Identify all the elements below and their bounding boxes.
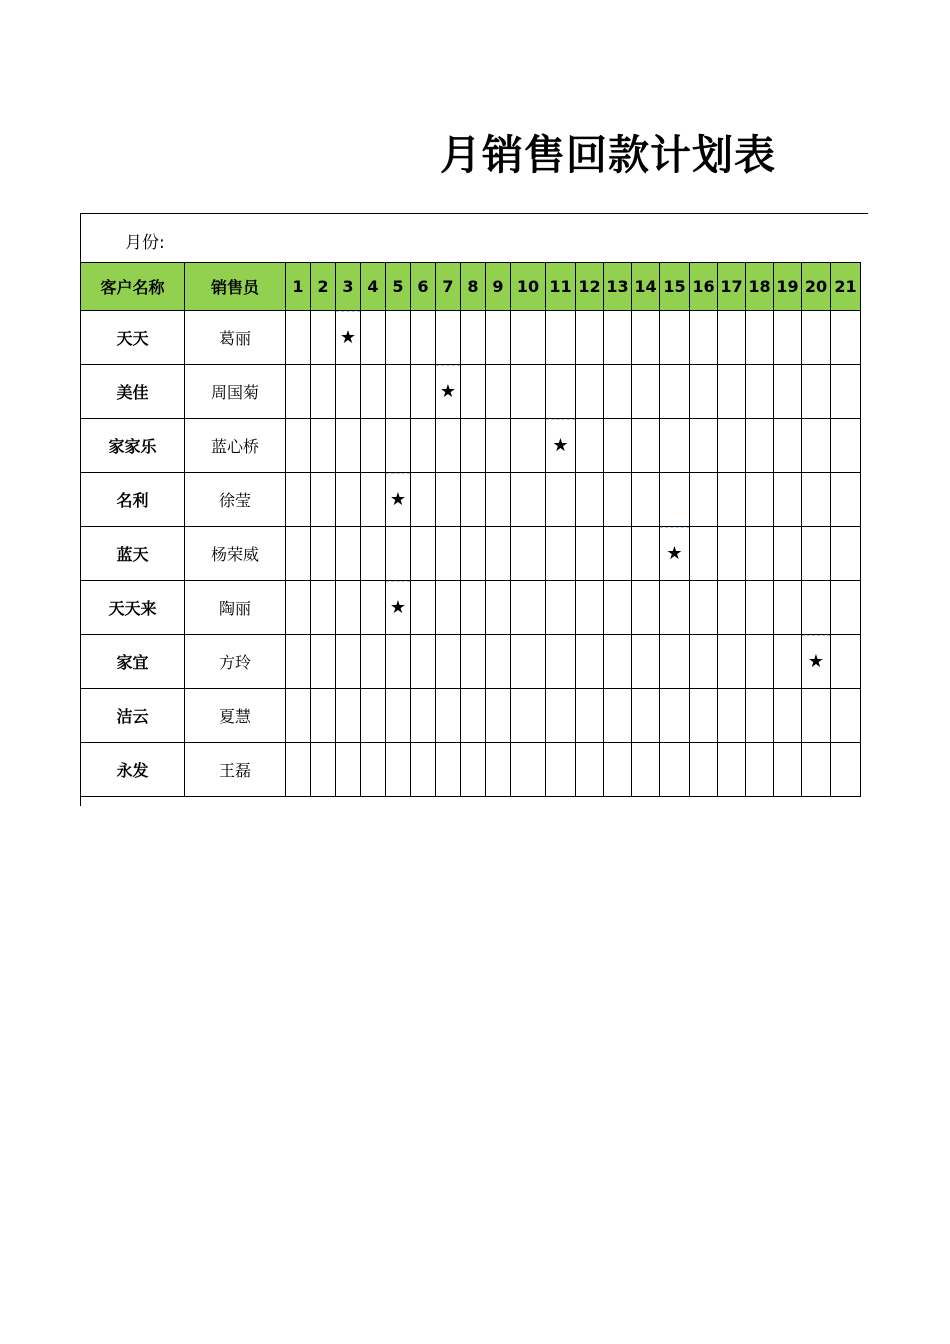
star-icon: ★ — [389, 489, 407, 510]
salesperson-cell[interactable]: 周国菊 — [185, 365, 286, 419]
day-cell-19[interactable] — [774, 419, 802, 473]
day-cell-2[interactable] — [311, 743, 336, 797]
day-cell-16[interactable] — [690, 689, 718, 743]
header-day-10: 10 — [511, 263, 546, 311]
day-cell-20[interactable] — [802, 527, 831, 581]
day-cell-10[interactable] — [511, 581, 546, 635]
day-cell-14[interactable] — [632, 527, 660, 581]
star-icon: ★ — [389, 597, 407, 618]
day-cell-9[interactable] — [486, 635, 511, 689]
day-cell-6[interactable] — [411, 581, 436, 635]
day-cell-4[interactable] — [361, 473, 386, 527]
day-cell-21[interactable] — [831, 689, 861, 743]
day-cell-13[interactable] — [604, 743, 632, 797]
header-day-4: 4 — [361, 263, 386, 311]
day-cell-19[interactable] — [774, 473, 802, 527]
day-cell-7[interactable] — [436, 527, 461, 581]
day-cell-5[interactable] — [386, 743, 411, 797]
day-cell-12[interactable] — [576, 689, 604, 743]
day-cell-10[interactable] — [511, 473, 546, 527]
table-row — [81, 311, 861, 365]
day-cell-21[interactable] — [831, 311, 861, 365]
header-day-9: 9 — [486, 263, 511, 311]
header-day-13: 13 — [604, 263, 632, 311]
table-row — [81, 743, 861, 797]
day-cell-10[interactable] — [511, 419, 546, 473]
day-cell-10[interactable] — [511, 635, 546, 689]
header-day-1: 1 — [286, 263, 311, 311]
day-cell-3[interactable] — [336, 527, 361, 581]
day-cell-15[interactable] — [660, 743, 690, 797]
day-cell-5[interactable] — [386, 473, 411, 527]
day-cell-1[interactable] — [286, 527, 311, 581]
day-cell-11[interactable] — [546, 743, 576, 797]
day-cell-13[interactable] — [604, 581, 632, 635]
day-cell-19[interactable] — [774, 635, 802, 689]
table-row — [81, 581, 861, 635]
day-cell-2[interactable] — [311, 419, 336, 473]
day-cell-9[interactable] — [486, 689, 511, 743]
day-cell-5[interactable] — [386, 365, 411, 419]
day-cell-16[interactable] — [690, 311, 718, 365]
day-cell-13[interactable] — [604, 419, 632, 473]
day-cell-7[interactable] — [436, 365, 461, 419]
day-cell-21[interactable] — [831, 635, 861, 689]
star-icon: ★ — [339, 327, 357, 348]
day-cell-19[interactable] — [774, 689, 802, 743]
customer-cell[interactable]: 天天来 — [81, 581, 185, 635]
day-cell-12[interactable] — [576, 365, 604, 419]
header-day-2: 2 — [311, 263, 336, 311]
day-cell-2[interactable] — [311, 473, 336, 527]
day-cell-15[interactable] — [660, 527, 690, 581]
day-cell-13[interactable] — [604, 365, 632, 419]
day-cell-15[interactable] — [660, 419, 690, 473]
day-cell-11[interactable] — [546, 527, 576, 581]
day-cell-18[interactable] — [746, 581, 774, 635]
day-cell-15[interactable] — [660, 635, 690, 689]
day-cell-4[interactable] — [361, 365, 386, 419]
day-cell-1[interactable] — [286, 689, 311, 743]
day-cell-17[interactable] — [718, 419, 746, 473]
day-cell-1[interactable] — [286, 419, 311, 473]
day-cell-2[interactable] — [311, 365, 336, 419]
header-day-11: 11 — [546, 263, 576, 311]
header-day-8: 8 — [461, 263, 486, 311]
day-cell-9[interactable] — [486, 581, 511, 635]
day-cell-7[interactable] — [436, 689, 461, 743]
header-salesperson: 销售员 — [185, 263, 286, 311]
day-cell-2[interactable] — [311, 311, 336, 365]
day-cell-9[interactable] — [486, 419, 511, 473]
salesperson-cell[interactable]: 徐莹 — [185, 473, 286, 527]
header-customer: 客户名称 — [81, 263, 185, 311]
day-cell-18[interactable] — [746, 473, 774, 527]
day-cell-18[interactable] — [746, 635, 774, 689]
selection-border — [336, 311, 360, 312]
day-cell-7[interactable] — [436, 743, 461, 797]
star-icon: ★ — [807, 651, 825, 672]
day-cell-7[interactable] — [436, 419, 461, 473]
day-cell-11[interactable] — [546, 473, 576, 527]
day-cell-17[interactable] — [718, 635, 746, 689]
day-cell-4[interactable] — [361, 419, 386, 473]
day-cell-13[interactable] — [604, 527, 632, 581]
day-cell-13[interactable] — [604, 635, 632, 689]
day-cell-14[interactable] — [632, 689, 660, 743]
selection-border — [802, 635, 830, 636]
day-cell-1[interactable] — [286, 581, 311, 635]
day-cell-11[interactable] — [546, 635, 576, 689]
day-cell-20[interactable] — [802, 419, 831, 473]
salesperson-cell[interactable]: 杨荣威 — [185, 527, 286, 581]
header-day-6: 6 — [411, 263, 436, 311]
day-cell-10[interactable] — [511, 365, 546, 419]
day-cell-20[interactable] — [802, 311, 831, 365]
day-cell-5[interactable] — [386, 635, 411, 689]
day-cell-14[interactable] — [632, 581, 660, 635]
day-cell-15[interactable] — [660, 581, 690, 635]
header-day-19: 19 — [774, 263, 802, 311]
day-cell-8[interactable] — [461, 365, 486, 419]
day-cell-5[interactable] — [386, 311, 411, 365]
selection-border — [386, 473, 410, 474]
day-cell-16[interactable] — [690, 365, 718, 419]
day-cell-12[interactable] — [576, 581, 604, 635]
customer-cell[interactable]: 美佳 — [81, 365, 185, 419]
day-cell-4[interactable] — [361, 581, 386, 635]
day-cell-21[interactable] — [831, 365, 861, 419]
header-day-14: 14 — [632, 263, 660, 311]
day-cell-15[interactable] — [660, 311, 690, 365]
day-cell-14[interactable] — [632, 743, 660, 797]
header-day-20: 20 — [802, 263, 831, 311]
selection-border — [436, 365, 460, 366]
month-row — [81, 214, 868, 262]
day-cell-19[interactable] — [774, 311, 802, 365]
day-cell-4[interactable] — [361, 743, 386, 797]
salesperson-cell[interactable]: 陶丽 — [185, 581, 286, 635]
day-cell-12[interactable] — [576, 743, 604, 797]
customer-cell[interactable]: 天天 — [81, 311, 185, 365]
day-cell-8[interactable] — [461, 311, 486, 365]
day-cell-3[interactable] — [336, 473, 361, 527]
day-cell-21[interactable] — [831, 527, 861, 581]
day-cell-8[interactable] — [461, 581, 486, 635]
day-cell-17[interactable] — [718, 581, 746, 635]
day-cell-4[interactable] — [361, 635, 386, 689]
day-cell-3[interactable] — [336, 419, 361, 473]
day-cell-17[interactable] — [718, 743, 746, 797]
day-cell-6[interactable] — [411, 473, 436, 527]
day-cell-6[interactable] — [411, 311, 436, 365]
day-cell-3[interactable] — [336, 365, 361, 419]
payment-schedule-table — [80, 262, 861, 797]
day-cell-15[interactable] — [660, 473, 690, 527]
day-cell-20[interactable] — [802, 581, 831, 635]
day-cell-21[interactable] — [831, 743, 861, 797]
day-cell-3[interactable] — [336, 743, 361, 797]
day-cell-17[interactable] — [718, 689, 746, 743]
salesperson-cell[interactable]: 蓝心桥 — [185, 419, 286, 473]
day-cell-7[interactable] — [436, 311, 461, 365]
day-cell-16[interactable] — [690, 473, 718, 527]
day-cell-6[interactable] — [411, 527, 436, 581]
day-cell-11[interactable] — [546, 581, 576, 635]
day-cell-8[interactable] — [461, 419, 486, 473]
header-day-5: 5 — [386, 263, 411, 311]
day-cell-11[interactable] — [546, 689, 576, 743]
header-day-3: 3 — [336, 263, 361, 311]
day-cell-13[interactable] — [604, 689, 632, 743]
customer-cell[interactable]: 蓝天 — [81, 527, 185, 581]
month-label: 月份: — [125, 233, 165, 253]
day-cell-4[interactable] — [361, 689, 386, 743]
star-icon: ★ — [439, 381, 457, 402]
day-cell-19[interactable] — [774, 581, 802, 635]
day-cell-12[interactable] — [576, 473, 604, 527]
table-row — [81, 689, 861, 743]
table-row — [81, 527, 861, 581]
day-cell-9[interactable] — [486, 365, 511, 419]
day-cell-6[interactable] — [411, 689, 436, 743]
day-cell-18[interactable] — [746, 743, 774, 797]
day-cell-20[interactable] — [802, 635, 831, 689]
customer-cell[interactable]: 家宜 — [81, 635, 185, 689]
day-cell-1[interactable] — [286, 743, 311, 797]
day-cell-8[interactable] — [461, 689, 486, 743]
salesperson-cell[interactable]: 王磊 — [185, 743, 286, 797]
day-cell-2[interactable] — [311, 689, 336, 743]
day-cell-15[interactable] — [660, 365, 690, 419]
star-icon: ★ — [552, 435, 569, 456]
day-cell-1[interactable] — [286, 365, 311, 419]
day-cell-10[interactable] — [511, 311, 546, 365]
day-cell-16[interactable] — [690, 527, 718, 581]
selection-border — [660, 527, 689, 528]
header-day-16: 16 — [690, 263, 718, 311]
day-cell-11[interactable] — [546, 365, 576, 419]
header-day-17: 17 — [718, 263, 746, 311]
day-cell-8[interactable] — [461, 527, 486, 581]
day-cell-17[interactable] — [718, 527, 746, 581]
salesperson-cell[interactable]: 葛丽 — [185, 311, 286, 365]
day-cell-15[interactable] — [660, 689, 690, 743]
salesperson-cell[interactable]: 方玲 — [185, 635, 286, 689]
day-cell-21[interactable] — [831, 419, 861, 473]
day-cell-7[interactable] — [436, 473, 461, 527]
day-cell-17[interactable] — [718, 365, 746, 419]
header-day-12: 12 — [576, 263, 604, 311]
day-cell-1[interactable] — [286, 473, 311, 527]
salesperson-cell[interactable]: 夏慧 — [185, 689, 286, 743]
day-cell-17[interactable] — [718, 473, 746, 527]
day-cell-3[interactable] — [336, 635, 361, 689]
table-row — [81, 473, 861, 527]
day-cell-16[interactable] — [690, 419, 718, 473]
day-cell-19[interactable] — [774, 365, 802, 419]
day-cell-5[interactable] — [386, 689, 411, 743]
header-day-21: 21 — [831, 263, 861, 311]
day-cell-1[interactable] — [286, 311, 311, 365]
day-cell-6[interactable] — [411, 419, 436, 473]
day-cell-12[interactable] — [576, 419, 604, 473]
day-cell-5[interactable] — [386, 527, 411, 581]
day-cell-19[interactable] — [774, 527, 802, 581]
day-cell-14[interactable] — [632, 365, 660, 419]
day-cell-10[interactable] — [511, 527, 546, 581]
day-cell-9[interactable] — [486, 311, 511, 365]
day-cell-9[interactable] — [486, 473, 511, 527]
customer-cell[interactable]: 永发 — [81, 743, 185, 797]
day-cell-7[interactable] — [436, 635, 461, 689]
page-title: 月销售回款计划表 — [440, 131, 776, 179]
day-cell-2[interactable] — [311, 527, 336, 581]
day-cell-8[interactable] — [461, 635, 486, 689]
day-cell-13[interactable] — [604, 311, 632, 365]
day-cell-8[interactable] — [461, 473, 486, 527]
table-row — [81, 365, 861, 419]
day-cell-9[interactable] — [486, 527, 511, 581]
day-cell-20[interactable] — [802, 743, 831, 797]
day-cell-17[interactable] — [718, 311, 746, 365]
day-cell-12[interactable] — [576, 311, 604, 365]
day-cell-18[interactable] — [746, 527, 774, 581]
day-cell-14[interactable] — [632, 419, 660, 473]
day-cell-20[interactable] — [802, 473, 831, 527]
day-cell-20[interactable] — [802, 689, 831, 743]
day-cell-10[interactable] — [511, 689, 546, 743]
customer-cell[interactable]: 名利 — [81, 473, 185, 527]
day-cell-3[interactable] — [336, 311, 361, 365]
day-cell-16[interactable] — [690, 581, 718, 635]
day-cell-18[interactable] — [746, 365, 774, 419]
day-cell-12[interactable] — [576, 635, 604, 689]
day-cell-6[interactable] — [411, 635, 436, 689]
day-cell-6[interactable] — [411, 365, 436, 419]
day-cell-14[interactable] — [632, 635, 660, 689]
star-icon: ★ — [666, 543, 683, 564]
day-cell-9[interactable] — [486, 743, 511, 797]
day-cell-14[interactable] — [632, 473, 660, 527]
day-cell-3[interactable] — [336, 689, 361, 743]
day-cell-11[interactable] — [546, 419, 576, 473]
day-cell-4[interactable] — [361, 527, 386, 581]
day-cell-3[interactable] — [336, 581, 361, 635]
day-cell-7[interactable] — [436, 581, 461, 635]
day-cell-1[interactable] — [286, 635, 311, 689]
day-cell-21[interactable] — [831, 473, 861, 527]
table-row — [81, 419, 861, 473]
day-cell-16[interactable] — [690, 635, 718, 689]
day-cell-21[interactable] — [831, 581, 861, 635]
header-day-7: 7 — [436, 263, 461, 311]
table-header-row — [81, 263, 861, 311]
day-cell-16[interactable] — [690, 743, 718, 797]
day-cell-20[interactable] — [802, 365, 831, 419]
day-cell-18[interactable] — [746, 311, 774, 365]
day-cell-4[interactable] — [361, 311, 386, 365]
header-day-18: 18 — [746, 263, 774, 311]
customer-cell[interactable]: 家家乐 — [81, 419, 185, 473]
day-cell-19[interactable] — [774, 743, 802, 797]
day-cell-8[interactable] — [461, 743, 486, 797]
payment-plan-sheet — [80, 213, 868, 806]
day-cell-18[interactable] — [746, 689, 774, 743]
day-cell-14[interactable] — [632, 311, 660, 365]
table-row — [81, 635, 861, 689]
day-cell-2[interactable] — [311, 635, 336, 689]
customer-cell[interactable]: 洁云 — [81, 689, 185, 743]
day-cell-5[interactable] — [386, 419, 411, 473]
day-cell-2[interactable] — [311, 581, 336, 635]
day-cell-12[interactable] — [576, 527, 604, 581]
day-cell-10[interactable] — [511, 743, 546, 797]
day-cell-13[interactable] — [604, 473, 632, 527]
day-cell-6[interactable] — [411, 743, 436, 797]
day-cell-5[interactable] — [386, 581, 411, 635]
day-cell-18[interactable] — [746, 419, 774, 473]
day-cell-11[interactable] — [546, 311, 576, 365]
selection-border — [386, 581, 410, 582]
selection-border — [546, 419, 575, 420]
header-day-15: 15 — [660, 263, 690, 311]
